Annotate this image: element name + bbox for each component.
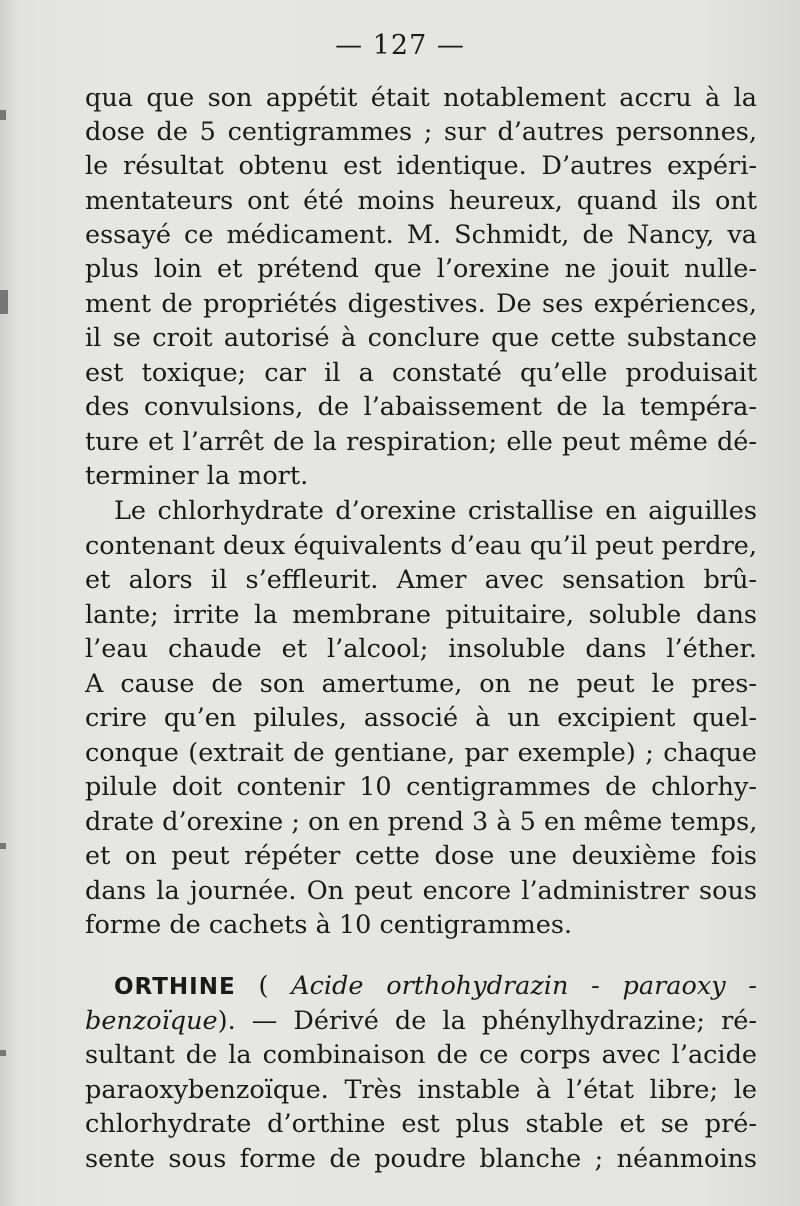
text-line: l’eau chaude et l’alcool; insoluble dans l’éther.	[85, 634, 757, 664]
text-line: ture et l’arrêt de la respiration; elle peut même dé-	[85, 427, 757, 457]
text-line: sente sous forme de poudre blanche ; néanmoins	[85, 1144, 757, 1174]
text-line: mentateurs ont été moins heureux, quand ils ont	[85, 186, 757, 216]
scan-margin-mark	[0, 290, 8, 314]
text-line: chlorhydrate d’orthine est plus stable et se pré-	[85, 1109, 757, 1139]
text-line: forme de cachets à 10 centigrammes.	[85, 910, 573, 940]
page-number: — 127 —	[335, 30, 465, 61]
text-line: des convulsions, de l’abaissement de la tempéra-	[85, 392, 757, 422]
text-line: dans la journée. On peut encore l’administrer sous	[85, 876, 757, 906]
text-line: dose de 5 centigrammes ; sur d’autres personnes,	[85, 117, 757, 147]
text-line	[114, 969, 757, 1004]
text-line: crire qu’en pilules, associé à un excipient quel-	[85, 703, 757, 733]
text-line: est toxique; car il a constaté qu’elle produisait	[85, 358, 757, 388]
paren-open: (	[258, 971, 269, 1001]
scan-margin-mark	[0, 843, 6, 849]
text-line: plus loin et prétend que l’orexine ne jouit nulle-	[85, 254, 757, 284]
chemical-name: Acide orthohydrazin - paraoxy -	[291, 971, 757, 1001]
scan-margin-mark	[0, 110, 6, 120]
text-line: drate d’orexine ; on en prend 3 à 5 en même temps,	[85, 807, 758, 837]
text-line: lante; irrite la membrane pituitaire, soluble dans	[85, 600, 757, 630]
text-line: et on peut répéter cette dose une deuxième fois	[85, 841, 757, 871]
text-line: le résultat obtenu est identique. D’autres expéri-	[85, 151, 757, 181]
scan-margin-mark	[0, 1050, 6, 1056]
text-line: contenant deux équivalents d’eau qu’il peut perdre,	[85, 531, 757, 561]
text-line: terminer la mort.	[85, 461, 309, 491]
text-line: essayé ce médicament. M. Schmidt, de Nancy, va	[85, 220, 757, 250]
text-line: conque (extrait de gentiane, par exemple) ; chaque	[85, 738, 757, 768]
text-line: paraoxybenzoïque. Très instable à l’état libre; le	[85, 1075, 757, 1105]
text-line: il se croit autorisé à conclure que cette substance	[85, 323, 757, 353]
text-line: Le chlorhydrate d’orexine cristallise en aiguilles	[114, 496, 757, 526]
text-line: sultant de la combinaison de ce corps avec l’acide	[85, 1040, 757, 1070]
text-line: et alors il s’effleurit. Amer avec sensation brû-	[85, 565, 757, 595]
text-line: qua que son appétit était notablement accru à la	[85, 83, 757, 113]
text-line	[85, 1004, 757, 1038]
entry-text: ). — Dérivé de la phénylhydrazine; ré-	[217, 1006, 757, 1036]
text-line: pilule doit contenir 10 centigrammes de chlorhy-	[85, 772, 757, 802]
text-line: ment de propriétés digestives. De ses expériences,	[85, 289, 757, 319]
text-line: A cause de son amertume, on ne peut le pres-	[85, 669, 757, 699]
chemical-name-end: benzoïque	[85, 1006, 218, 1036]
entry-heading: ORTHINE	[114, 974, 236, 1000]
